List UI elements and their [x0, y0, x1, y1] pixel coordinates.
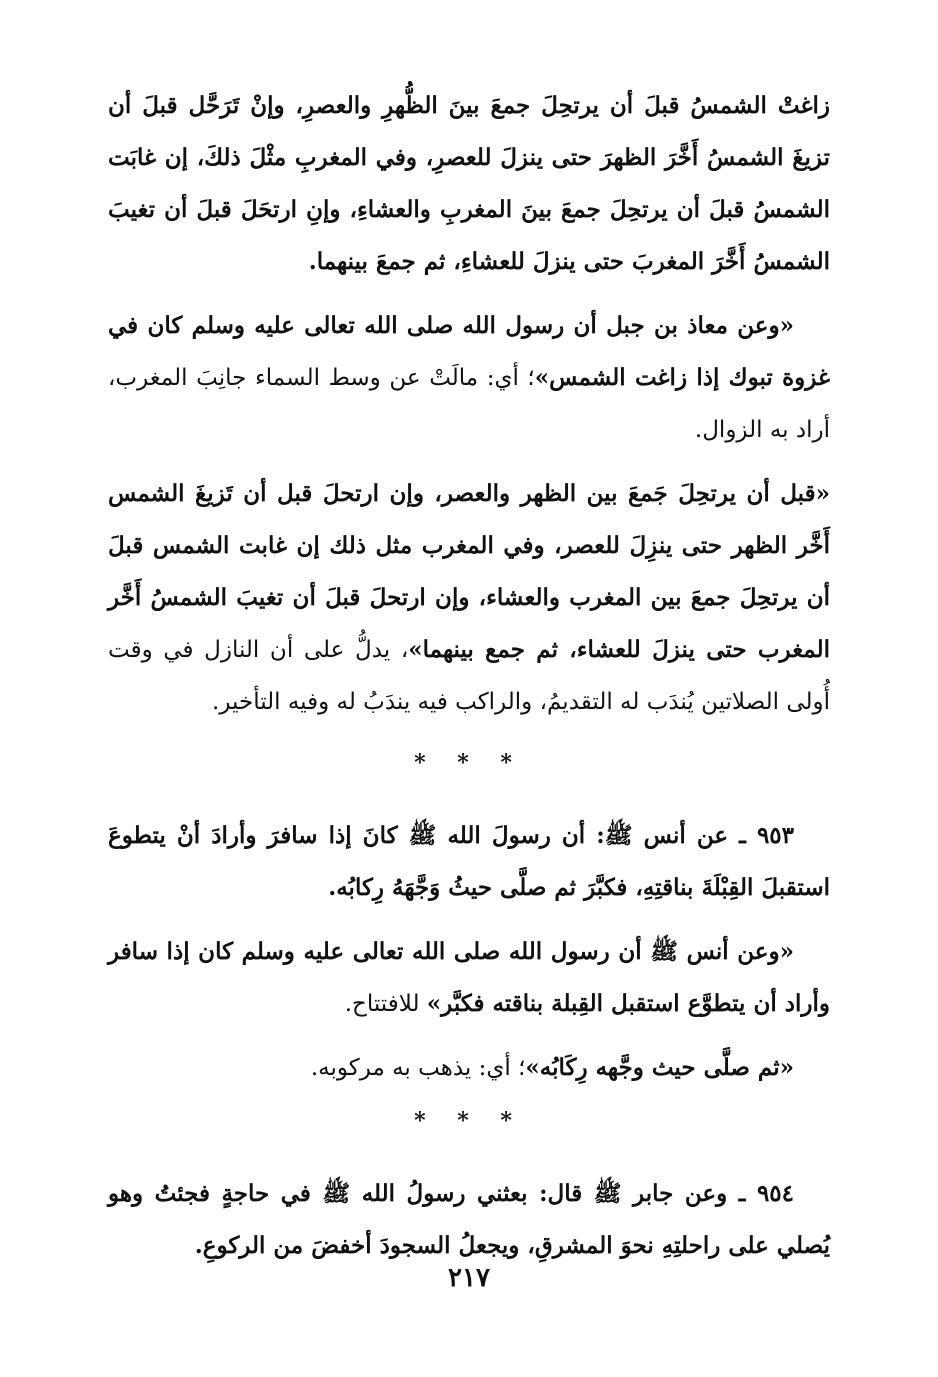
paragraph-3-commentary: ، يدلُّ على أن النازل في وقت أُولى الصلاتين يُندَب له التقديمُ، والراكب فيه يندَبُ له وفيه التأخير. [108, 637, 830, 715]
hadith-953 [108, 810, 830, 914]
paragraph-5 [108, 1042, 830, 1094]
hadith-953-text: أن رسولَ الله ﷺ كانَ إذا سافرَ وأرادَ أنْ يتطوعَ استقبلَ القِبْلَةَ بناقتِهِ، فكبَّرَ ثم صلَّى حيثُ وَجَّهَهُ رِكابُه. [108, 822, 830, 901]
paragraph-4 [108, 926, 830, 1030]
hadith-954-text: بعثني رسولُ الله ﷺ في حاجةٍ فجئتُ وهو يُصلي على راحلتِهِ نحوَ المشرقِ، ويجعلُ السجودَ أخفضَ من الركوعِ. [108, 1180, 830, 1259]
section-separator-2: * * * [414, 1108, 524, 1134]
paragraph-1 [108, 80, 830, 288]
paragraph-5-commentary: ؛ أي: يذهب به مركوبه. [310, 1055, 526, 1081]
paragraph-4-quote: «وعن أنس ﷺ أن رسول الله صلى الله تعالى عليه وسلم كان إذا سافر وأراد أن يتطوَّع استقبل القِبلة بناقته فكبَّر» [108, 938, 830, 1017]
paragraph-2-quote: «وعن معاذ بن جبل أن رسول الله صلى الله تعالى عليه وسلم كان في غزوة تبوك إذا زاغت الشمس» [108, 312, 830, 391]
paragraph-2-commentary: ؛ أي: مالَتْ عن وسط السماء جانِبَ المغرب، أراد به الزوال. [108, 365, 830, 443]
hadith-953-number: ٩٥٣ ـ عن أنس ﷺ: [596, 822, 794, 849]
hadith-954-number: ٩٥٤ ـ وعن جابر ﷺ قال: [539, 1180, 794, 1207]
page-number: ٢١٧ [448, 1263, 490, 1293]
paragraph-3 [108, 468, 830, 728]
paragraph-3-quote: «قبل أن يرتحِلَ جَمعَ بين الظهر والعصر، وإن ارتحلَ قبل أن تَزيغَ الشمس أَخَّر الظهر حتى ينزِلَ للعصر، وفي المغرب مثل ذلك إن غابت الشمس قبلَ أن يرتحِلَ جمعَ بين المغرب والعشاء، وإن ارتحلَ قبلَ أن تغيبَ الشمسُ أَخَّر المغرب حتى ينزلَ للعشاء، ثم جمع بينهما» [108, 480, 831, 663]
section-separator: * * * [414, 750, 524, 776]
paragraph-2 [108, 300, 830, 456]
paragraph-5-quote: «ثم صلَّى حيث وجَّهه رِكَابُه» [525, 1054, 794, 1081]
hadith-954 [108, 1168, 830, 1272]
paragraph-4-commentary: للافتتاح. [344, 991, 427, 1017]
paragraph-1-text: زاغتْ الشمسُ قبلَ أن يرتحِلَ جمعَ بينَ الظُّهرِ والعصرِ، وإنْ تَرَحَّل قبلَ أن تزيغَ الشمسُ أَخَّرَ الظهرَ حتى ينزلَ للعصرِ، وفي المغربِ مثْلَ ذلكَ، إن غابَت الشمسُ قبلَ أن يرتحِلَ جمعَ بينَ المغربِ والعشاءِ، وإنِ ارتحَلَ قبلَ أن تغيبَ الشمسُ أَخَّرَ المغربَ حتى ينزلَ للعشاءِ، ثم جمعَ بينهما. [108, 92, 830, 275]
